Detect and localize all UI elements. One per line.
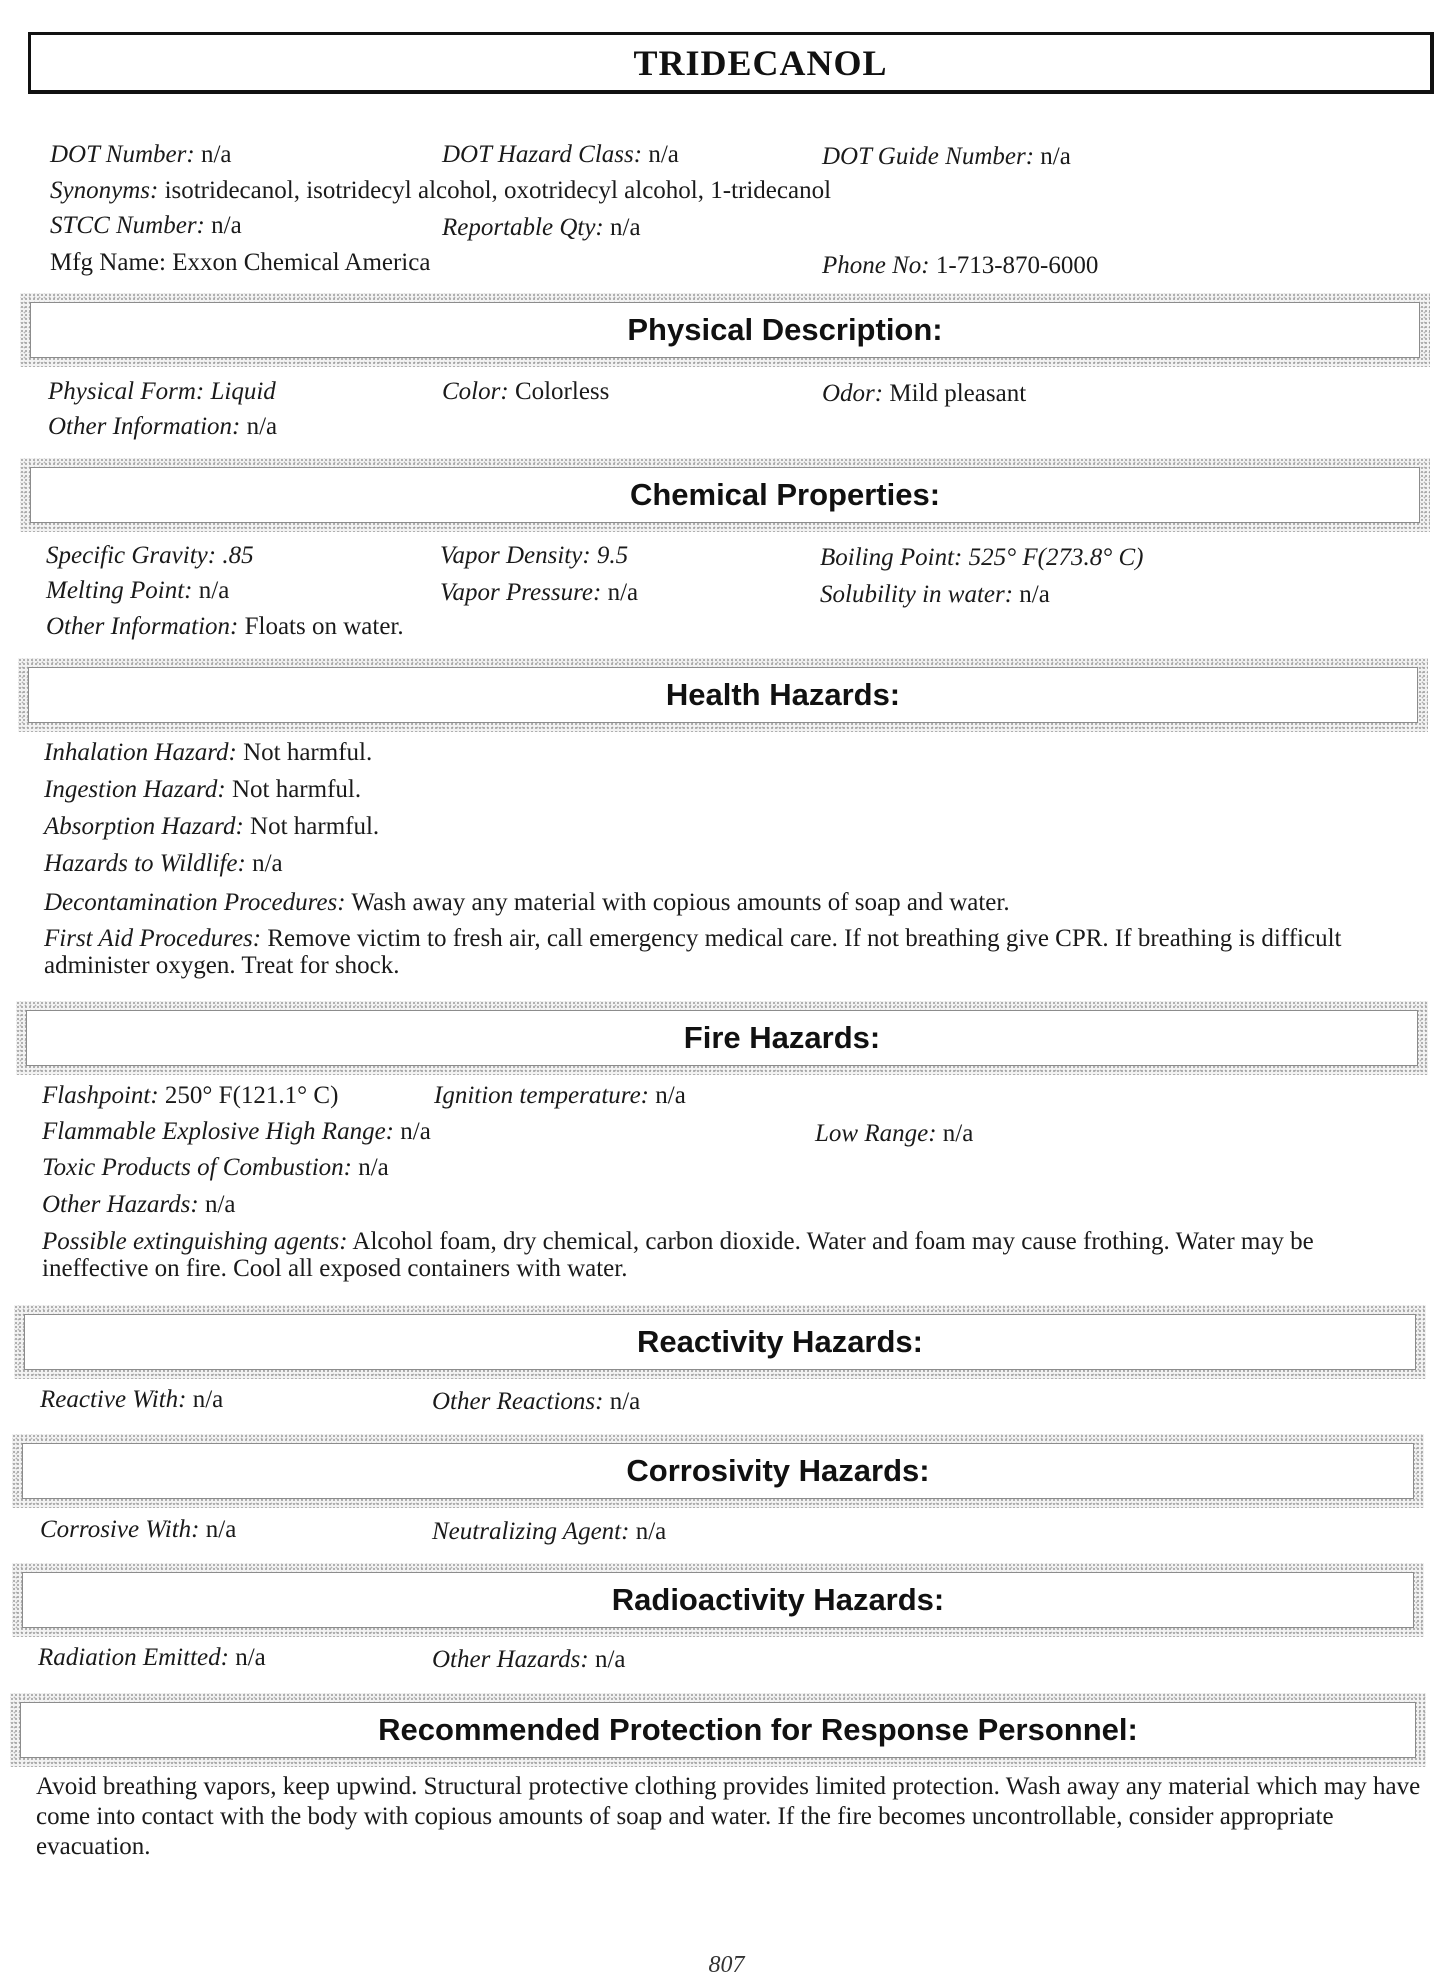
vapor-density: Vapor Density: 9.5 [440,542,629,569]
section-header-chemical [20,458,1430,532]
flammable-low-range: Low Range: n/a [815,1120,974,1147]
section-header-fire [16,1001,1428,1075]
toxic-products-of-combustion: Toxic Products of Combustion: n/a [42,1154,389,1181]
solubility-in-water: Solubility in water: n/a [820,581,1050,608]
section-header-protection [10,1693,1426,1767]
radiation-emitted: Radiation Emitted: n/a [38,1644,266,1671]
section-title: Health Hazards: [665,677,901,712]
hazards-to-wildlife: Hazards to Wildlife: n/a [44,850,283,877]
ignition-temperature: Ignition temperature: n/a [434,1082,686,1109]
dot-guide-number: DOT Guide Number: n/a [822,143,1071,170]
melting-point: Melting Point: n/a [46,577,230,604]
section-title: Radioactivity Hazards: [611,1582,945,1617]
page-title: TRIDECANOL [633,42,888,83]
physical-other-info: Other Information: n/a [48,413,278,440]
section-title: Reactivity Hazards: [636,1324,923,1359]
section-header-physical [20,293,1430,367]
ingestion-hazard: Ingestion Hazard: Not harmful. [44,776,362,803]
physical-form: Physical Form: Liquid [48,378,276,405]
absorption-hazard: Absorption Hazard: Not harmful. [44,813,380,840]
section-header-radioactivity [12,1563,1424,1637]
flashpoint: Flashpoint: 250° F(121.1° C) [42,1082,339,1109]
corrosive-with: Corrosive With: n/a [40,1516,237,1543]
boiling-point: Boiling Point: 525° F(273.8° C) [820,544,1144,571]
dot-number: DOT Number: n/a [50,141,232,168]
title-box [28,32,1434,94]
section-title: Corrosivity Hazards: [626,1453,930,1488]
section-header-reactivity [14,1305,1426,1379]
specific-gravity: Specific Gravity: .85 [46,542,254,569]
first-aid-procedures: First Aid Procedures: Remove victim to fresh air, call emergency medical care. If not breathing give CPR. If breathing is difficult administer oxygen. Treat for shock. [44,925,1342,979]
reactive-with: Reactive With: n/a [40,1386,224,1413]
physical-odor: Odor: Mild pleasant [822,380,1027,407]
inhalation-hazard: Inhalation Hazard: Not harmful. [44,739,373,766]
reportable-qty: Reportable Qty: n/a [442,214,641,241]
page-number: 807 [708,1952,745,1978]
radioactivity-other-hazards: Other Hazards: n/a [432,1646,626,1673]
section-header-corrosivity [12,1434,1424,1508]
section-title: Physical Description: [627,312,943,347]
phone-number: Phone No: 1-713-870-6000 [822,252,1099,279]
section-header-health [18,658,1428,732]
flammable-high-range: Flammable Explosive High Range: n/a [42,1118,431,1145]
physical-color: Color: Colorless [442,378,610,405]
dot-hazard-class: DOT Hazard Class: n/a [442,141,679,168]
decontamination-procedures: Decontamination Procedures: Wash away any material with copious amounts of soap and water. [44,889,1010,916]
vapor-pressure: Vapor Pressure: n/a [440,579,639,606]
protection-text: Avoid breathing vapors, keep upwind. Structural protective clothing provides limited protection. Wash away any material which may have come into contact with the body with copious amounts of soap and water. If the fire becomes uncontrollable, consider appropriate evacuation. [36,1773,1421,1860]
section-title: Recommended Protection for Response Personnel: [378,1712,1138,1747]
stcc-number: STCC Number: n/a [50,212,242,239]
fire-other-hazards: Other Hazards: n/a [42,1191,236,1218]
section-title: Chemical Properties: [629,477,941,512]
synonyms: Synonyms: isotridecanol, isotridecyl alcohol, oxotridecyl alcohol, 1-tridecanol [50,177,832,204]
chemical-other-info: Other Information: Floats on water. [46,613,404,640]
mfg-name: Mfg Name: Exxon Chemical America [50,249,431,276]
section-title: Fire Hazards: [683,1020,881,1055]
extinguishing-agents: Possible extinguishing agents: Alcohol foam, dry chemical, carbon dioxide. Water and foam may cause frothing. Water may be ineffective on fire. Cool all exposed containers with water. [42,1228,1314,1282]
neutralizing-agent: Neutralizing Agent: n/a [432,1518,667,1545]
other-reactions: Other Reactions: n/a [432,1388,641,1415]
